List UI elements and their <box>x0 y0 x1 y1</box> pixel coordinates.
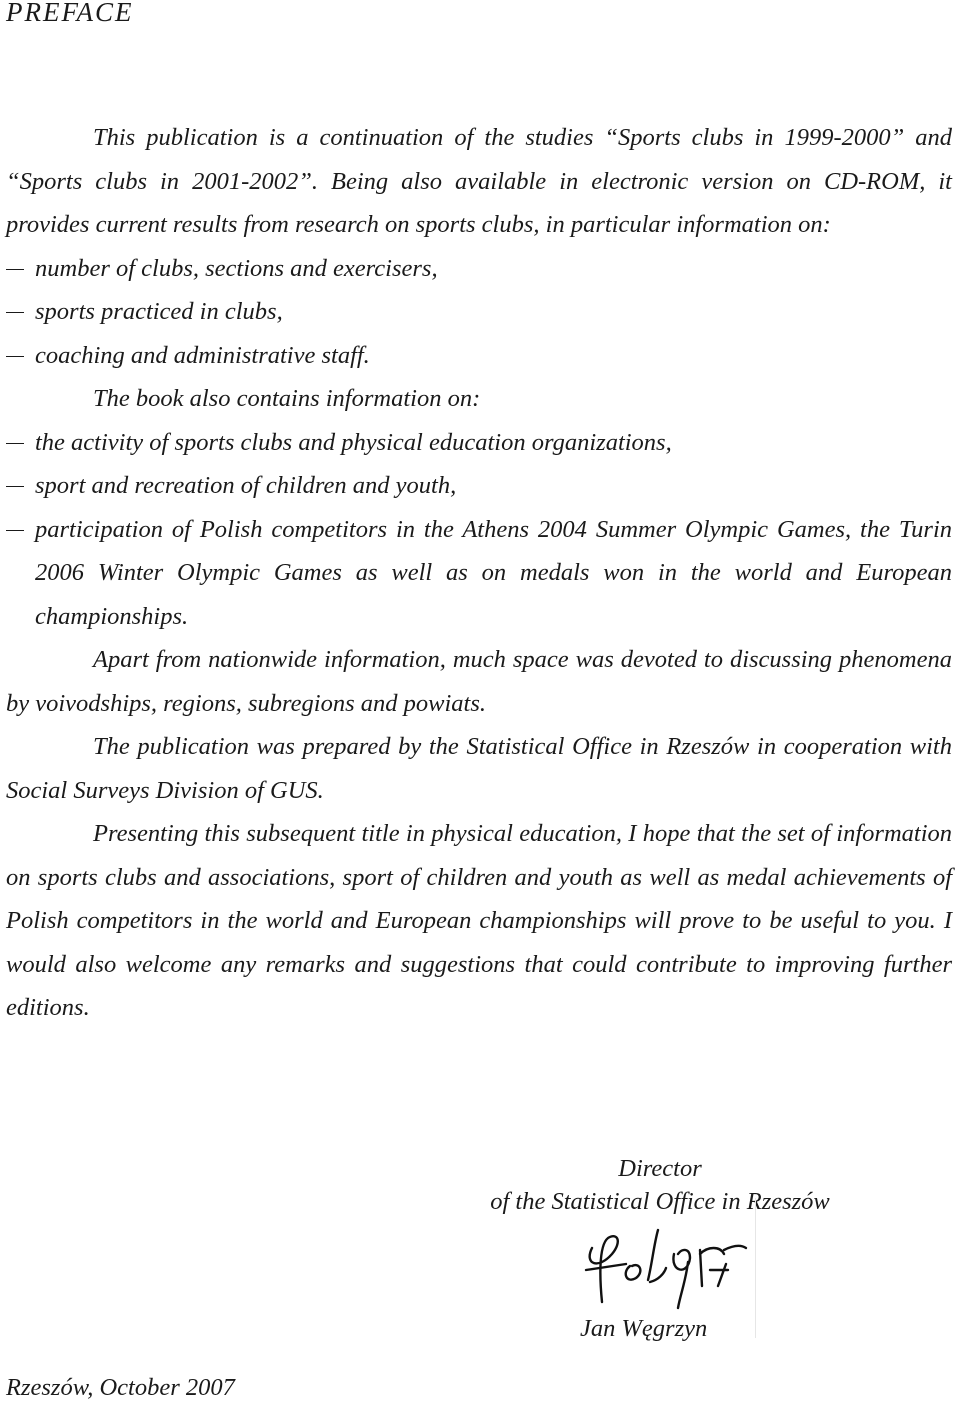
signatory-office: of the Statistical Office in Rzeszów <box>490 1188 830 1215</box>
intro-paragraph: This publication is a continuation of the studies “Sports clubs in 1999-2000” and “Sports clubs in 2001-2002”. Being also available in electronic version on CD-ROM, it provides current results from research on sports clubs, in particular information on: <box>6 124 952 238</box>
list-item: participation of Polish competitors in the Athens 2004 Summer Olympic Games, the Turin 2006 Winter Olympic Games as well as on medals won in the world and European championships. <box>6 508 952 639</box>
list-item: sport and recreation of children and youth, <box>6 464 952 508</box>
preface-body <box>6 116 952 1030</box>
contents-paragraph: The book also contains information on: <box>93 385 481 412</box>
closing-paragraph: Presenting this subsequent title in physical education, I hope that the set of information on sports clubs and associations, sport of children and youth as well as medal achievements of Polish competitors in the world and European championships will prove to be useful to you. I would also welcome any remarks and suggestions that could contribute to improving further editions. <box>6 820 952 1021</box>
signatory-name: Jan Węgrzyn <box>580 1315 708 1342</box>
signatory-role: Director <box>618 1155 702 1182</box>
research-topics-list <box>6 247 952 378</box>
signatory-title <box>380 1152 940 1218</box>
list-item: the activity of sports clubs and physical education organizations, <box>6 421 952 465</box>
place-and-date: Rzeszów, October 2007 <box>6 1374 235 1401</box>
dash-bullet <box>6 356 24 357</box>
dash-bullet <box>6 530 24 531</box>
contents-list <box>6 421 952 639</box>
dash-bullet <box>6 443 24 444</box>
dash-bullet <box>6 486 24 487</box>
handwritten-signature <box>578 1224 758 1314</box>
page-title: PREFACE <box>6 0 134 27</box>
list-item: coaching and administrative staff. <box>6 334 952 378</box>
scope-paragraph: Apart from nationwide information, much space was devoted to discussing phenomena by voivodships, regions, subregions and powiats. <box>6 646 952 717</box>
list-item: sports practiced in clubs, <box>6 290 952 334</box>
dash-bullet <box>6 312 24 313</box>
authorship-paragraph: The publication was prepared by the Statistical Office in Rzeszów in cooperation with Social Surveys Division of GUS. <box>6 733 952 804</box>
list-item: number of clubs, sections and exercisers, <box>6 247 952 291</box>
dash-bullet <box>6 269 24 270</box>
